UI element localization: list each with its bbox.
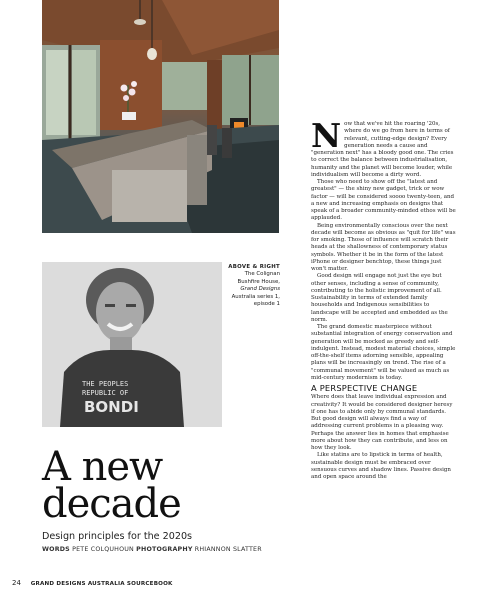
caption-line-3: Grand Designs xyxy=(240,286,280,293)
article-paragraph-5: The grand domestic masterpiece without substantial integration of energy conservation and generation will be mocked as greedy and self-indulgent. Instead, modest material choices, simple off-the-shelf items adorning sensible, appealing plans will be increasingly on trend. The rise of a "communal movement" will be valued as much as mid-century modernism is today. xyxy=(311,324,456,381)
article-paragraph-7: Like statins are to lipstick in terms of health, sustainable design must be embraced over sensuous curves and shadow lines. Passive design and open space around the xyxy=(311,452,451,480)
photo-caption xyxy=(222,264,280,308)
credits-photo-label: PHOTOGRAPHY xyxy=(136,546,193,553)
shirt-text-2: REPUBLIC OF xyxy=(82,389,129,397)
article-subhead: Design principles for the 2020s xyxy=(42,531,193,542)
article-paragraph-6: Where does that leave individual expression and creativity? It would be considered designer heresy if one has to abide only by communal standards. But good design will always find a way of addressing current problems in a pleasing way. Perhaps the answer lies in homes that emphasise more about how they can contribute, and less on how they look. xyxy=(311,394,453,451)
portrait-photo-illustration xyxy=(42,262,222,427)
article-headline xyxy=(42,444,282,527)
article-credits xyxy=(42,546,302,553)
interior-photo-illustration xyxy=(42,0,279,233)
shirt-text-3: BONDI xyxy=(84,398,139,416)
article-paragraph-3: Being environmentally conscious over the next decade will become as obvious as "quit for life" was for smoking. Those of influence will scratch their heads at the shallowness of contemporary status symbols. Whether it be in the form of the latest iPhone or designer benchtop, these things just won't matter. xyxy=(311,222,456,272)
credits-photo-name: RHIANNON SLATTER xyxy=(194,546,262,553)
drop-cap: N xyxy=(311,121,342,155)
caption-line-2: Bushfire House, xyxy=(237,278,280,285)
interior-photo xyxy=(42,0,279,233)
page-folio xyxy=(12,579,312,587)
article-body xyxy=(311,121,456,593)
section-heading: A PERSPECTIVE CHANGE xyxy=(311,383,418,393)
headline-line-1: A new xyxy=(42,444,163,490)
headline-line-2: decade xyxy=(42,481,181,527)
caption-line-5: episode 1 xyxy=(253,301,280,308)
portrait-photo xyxy=(42,262,222,427)
caption-line-1: The Colignan xyxy=(244,271,280,278)
caption-label: ABOVE & RIGHT xyxy=(228,264,280,270)
page-number: 24 xyxy=(12,579,21,587)
caption-line-4: Australia series 1, xyxy=(231,293,280,300)
article-paragraph-4: Good design will engage not just the eye but other senses, including a sense of community, contributing to the holistic improvement of all. Sustainability in terms of extended family households and Indigenous sensibilities to landscape will be accepted and embedded as the norm. xyxy=(311,273,448,323)
article-paragraph-2: Those who need to show off the "latest and greatest" — the shiny new gadget, trick or wow factor — will be considered soooo twenty-teen, and a new and increasing emphasis on designs that speak of a broader community-minded ethos will be applauded. xyxy=(311,179,456,222)
credits-words-name: PETE COLQUHOUN xyxy=(72,546,134,553)
publication-name: GRAND DESIGNS AUSTRALIA SOURCEBOOK xyxy=(30,581,173,587)
credits-words-label: WORDS xyxy=(42,546,70,553)
shirt-text-1: THE PEOPLES xyxy=(82,380,129,388)
article-paragraph-1 xyxy=(311,121,456,179)
article-paragraph-1-text: ow that we've hit the roaring '20s, where do we go from here in terms of relevant, cutting-edge design? Every generation needs a cause and "generation next" has a bloody good one. The cries to correct the balance between industrialisation, humanity and the planet will become louder, while individualism will become a dirty word. xyxy=(311,121,454,178)
